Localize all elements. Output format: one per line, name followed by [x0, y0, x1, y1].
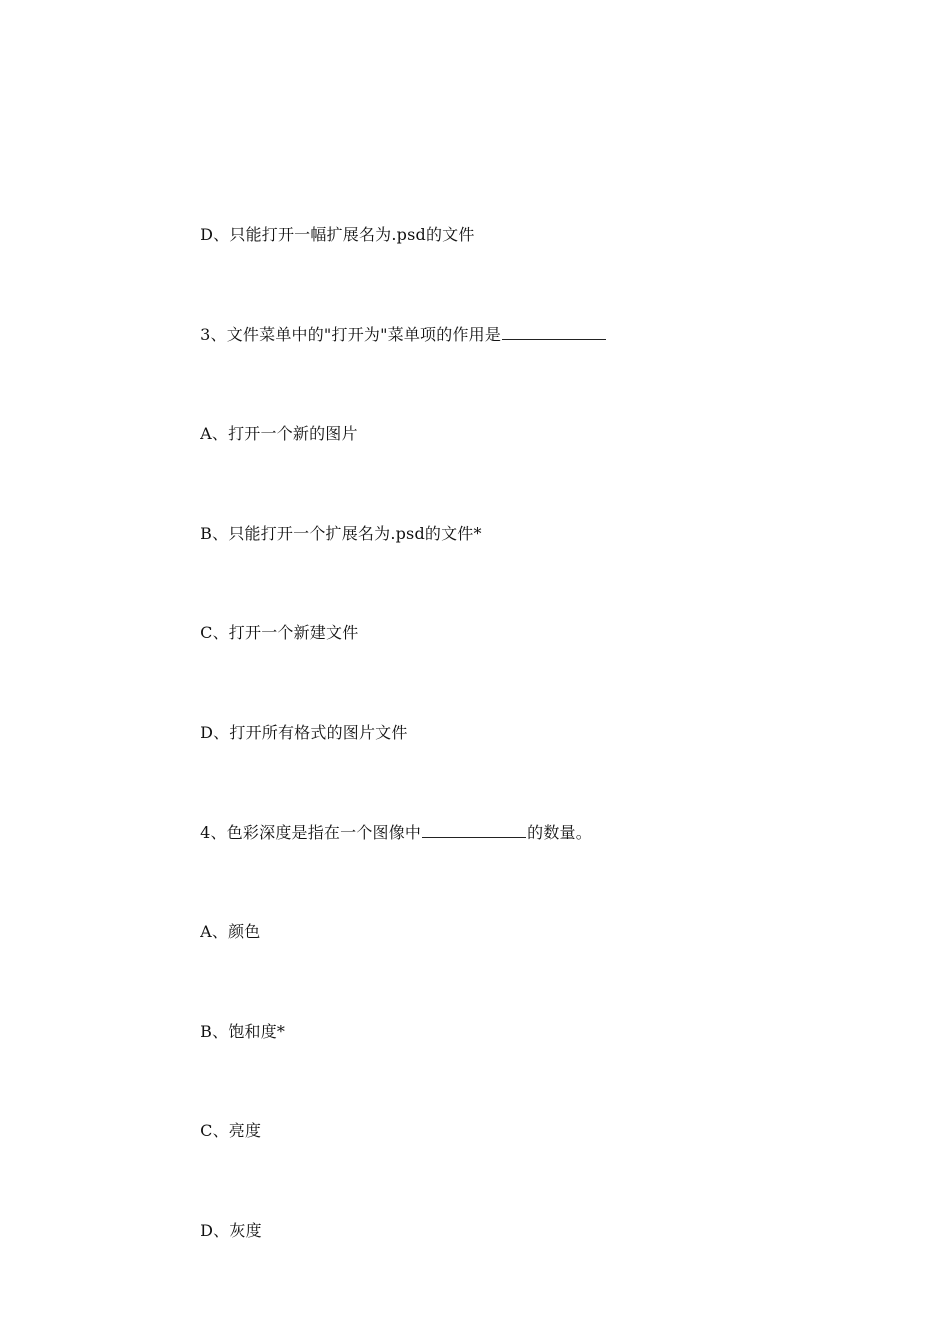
option-text: D、打开所有格式的图片文件: [200, 723, 408, 742]
q2-option-d: [179, 199, 475, 244]
q3-option-b: [179, 498, 482, 543]
option-text: D、只能打开一幅扩展名为.psd的文件: [200, 225, 475, 244]
q4-option-c: [179, 1095, 262, 1140]
q4-option-a: [179, 896, 261, 941]
option-text: C、亮度: [200, 1121, 262, 1140]
question-4: [179, 797, 592, 842]
option-text: A、打开一个新的图片: [200, 424, 358, 443]
question-text: 4、色彩深度是指在一个图像中: [200, 823, 422, 842]
q4-option-b: [179, 996, 286, 1041]
q3-option-a: [179, 398, 358, 443]
q3-option-c: [179, 597, 359, 642]
question-text: 3、文件菜单中的"打开为"菜单项的作用是: [200, 325, 502, 344]
q3-option-d: [179, 697, 408, 742]
answer-blank: [422, 822, 526, 838]
option-text: C、打开一个新建文件: [200, 623, 359, 642]
option-text: A、颜色: [200, 922, 261, 941]
option-text: D、灰度: [200, 1221, 262, 1240]
option-text: B、饱和度*: [200, 1022, 286, 1041]
question-3: [179, 299, 607, 344]
option-text: B、只能打开一个扩展名为.psd的文件*: [200, 524, 482, 543]
answer-blank: [502, 324, 606, 340]
question-text-after: 的数量。: [527, 823, 592, 842]
q4-option-d: [179, 1195, 262, 1240]
